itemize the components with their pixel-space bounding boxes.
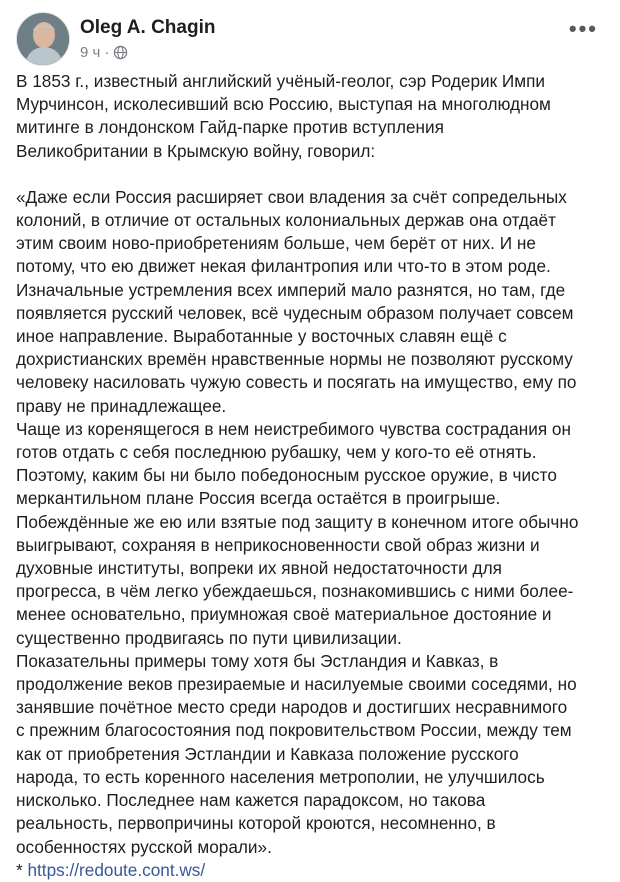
post-paragraph-quote: «Даже если Россия расширяет свои владения за счёт сопредельных колоний, в отличие от остальных колониальных держав она отдаёт этим своим ново-приобретениям больше, чем берёт от них. И не потому, что ею движет некая филантропия или что-то в этом роде. Изначальные устремления всех империй мало разнятся, но там, где появляется русский человек, всё чудесным образом получает совсем иное направление. Выработанные у восточных славян ещё с дохристианских времён нравственные нормы не позволяют русскому человеку насиловать чужую совесть и посягать на имущество, ему по праву не принадлежащее. Чаще из коренящегося в нем неистребимого чувства сострадания он готов отдать с себя последнюю рубашку, чем у кого-то её отнять. Поэтому, каким бы ни было победоносным русское оружие, в чисто меркантильном плане Россия всегда остаётся в проигрыше. Побеждённые же ею или взятые под защиту в конечном итоге обычно выигрывают, сохраняя в неприкосновенности свой образ жизни и духовные институты, вопреки их явной недостаточности для прогресса, в чём легко убеждаешься, познакомившись с ними более- менее основательно, приумножая своё материальное достояние и существенно продвигаясь по пути цивилизации. Показательны примеры тому хотя бы Эстландия и Кавказ, в продолжение веков презираемые и насилуемые своими соседями, но занявшие почётное место среди народов и достигших несравнимого с прежним благосостояния под покровительством России, между тем как от приобретения Эстландии и Кавказа положение русского народа, то есть коренного населения метрополии, не улучшилось нисколько. Последнее нам кажется парадоксом, но такова реальность, первопричины которой кроются, несомненно, в особенностях русской морали». — [16, 186, 579, 857]
post-header — [16, 12, 604, 64]
meta-separator: · — [104, 44, 110, 61]
post-time[interactable]: 9 ч — [80, 44, 101, 61]
post-paragraph-intro: В 1853 г., известный английский учёный-геолог, сэр Родерик Импи Мурчинсон, исколесивший всю Россию, выступая на многолюдном митинге в лондонском Гайд-парке против вступления Великобритании в Крымскую войну, говорил: — [16, 71, 551, 161]
source-link[interactable]: https://redoute.cont.ws/ — [27, 859, 206, 880]
post-meta — [80, 44, 128, 61]
author-name[interactable]: Oleg A. Chagin — [80, 17, 216, 38]
globe-icon — [113, 45, 128, 60]
post-body — [16, 70, 612, 882]
source-line — [16, 859, 612, 882]
avatar[interactable] — [16, 12, 70, 66]
more-options-button[interactable]: ••• — [568, 16, 598, 41]
source-prefix: * — [16, 859, 28, 880]
avatar-photo — [17, 13, 69, 65]
